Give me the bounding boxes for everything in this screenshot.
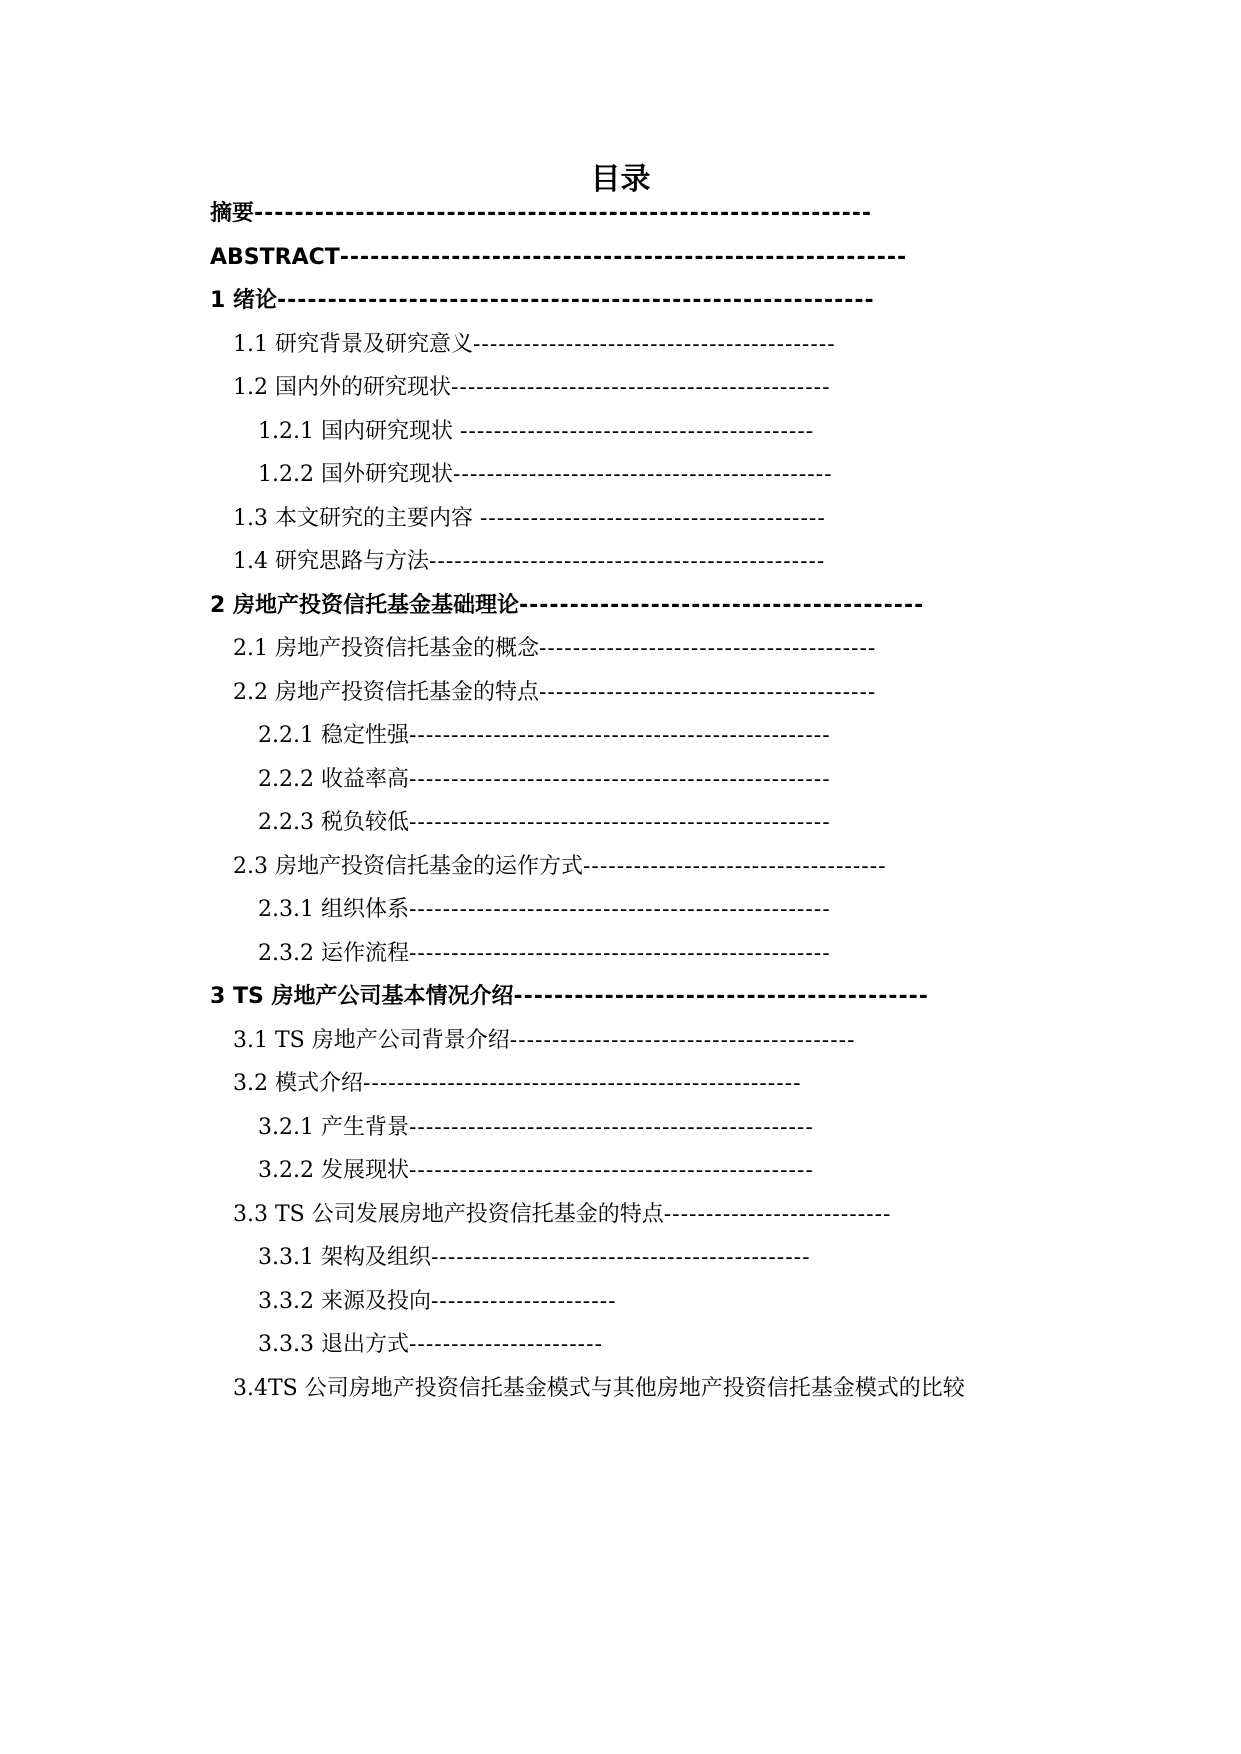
toc-entry — [210, 242, 907, 274]
toc-entry — [258, 764, 831, 796]
toc-entry — [233, 329, 836, 361]
toc-leader: -------------------------------------------------- — [408, 723, 831, 748]
toc-leader: --------------------------- — [663, 1202, 892, 1227]
toc-entry-label: 3.4TS 公司房地产投资信托基金模式与其他房地产投资信托基金模式的比较 — [233, 1376, 965, 1401]
toc-entry-label: 1.1 研究背景及研究意义 — [233, 332, 473, 357]
toc-leader: ----------------------- — [408, 1332, 603, 1357]
toc-entry — [210, 981, 929, 1013]
toc-entry-label: 2.2 房地产投资信托基金的特点 — [233, 680, 539, 705]
toc-entry — [210, 285, 875, 317]
toc-leader: ----------------------------------------- — [479, 506, 826, 531]
toc-entry-label: 1.2 国内外的研究现状 — [233, 375, 451, 400]
toc-entry — [233, 633, 876, 665]
toc-entry-label: 3.3.2 来源及投向 — [258, 1289, 431, 1314]
toc-entry — [210, 198, 872, 230]
toc-entry-label: 3.2.1 产生背景 — [258, 1115, 409, 1140]
toc-entry-label: 3.3.1 架构及组织 — [258, 1245, 431, 1270]
toc-leader: -------------------------------------------------- — [408, 767, 831, 792]
toc-entry-label: 3.2.2 发展现状 — [258, 1158, 409, 1183]
toc-entry-label: 1.2.1 国内研究现状 — [258, 419, 460, 444]
toc-entry — [258, 416, 814, 448]
toc-leader: ---------------------- — [430, 1289, 617, 1314]
toc-entry-label: 3 TS 房地产公司基本情况介绍 — [210, 984, 514, 1009]
toc-entry-label: 2.2.2 收益率高 — [258, 767, 409, 792]
toc-entry — [210, 590, 924, 622]
toc-entry-label: 2 房地产投资信托基金基础理论 — [210, 593, 519, 618]
toc-entry-label: 2.3.1 组织体系 — [258, 897, 409, 922]
toc-entry — [233, 546, 825, 578]
toc-leader: ----------------------------------------------- — [428, 549, 826, 574]
toc-leader: ----------------------------------------------------------- — [276, 288, 875, 313]
toc-entry — [233, 1068, 802, 1100]
toc-entry-label: 摘要 — [210, 201, 255, 226]
toc-entry — [233, 1025, 856, 1057]
toc-leader: ---------------------------------------- — [518, 593, 925, 618]
toc-leader: ---------------------------------------------------- — [362, 1071, 802, 1096]
toc-leader: ------------------------------------------------ — [408, 1115, 814, 1140]
toc-entry-label: 3.3.3 退出方式 — [258, 1332, 409, 1357]
toc-entry — [233, 851, 887, 883]
toc-leader: --------------------------------------------- — [450, 375, 831, 400]
toc-entry-label: ABSTRACT — [210, 245, 340, 270]
toc-leader: ----------------------------------------- — [509, 1028, 856, 1053]
toc-entry-label: 2.3 房地产投资信托基金的运作方式 — [233, 854, 583, 879]
toc-entry — [258, 938, 831, 970]
toc-entry-label: 2.3.2 运作流程 — [258, 941, 409, 966]
toc-leader: --------------------------------------------- — [452, 462, 833, 487]
toc-entry — [233, 372, 831, 404]
toc-leader: -------------------------------------------------- — [408, 810, 831, 835]
toc-leader: ---------------------------------------- — [538, 680, 877, 705]
toc-entry-label: 1.3 本文研究的主要内容 — [233, 506, 480, 531]
toc-leader: ------------------------------------ — [582, 854, 887, 879]
toc-entry-label: 1.4 研究思路与方法 — [233, 549, 429, 574]
toc-entry-label: 2.1 房地产投资信托基金的概念 — [233, 636, 539, 661]
toc-leader: ---------------------------------------- — [538, 636, 877, 661]
page-title: 目录 — [590, 162, 651, 197]
toc-leader: -------------------------------------------------- — [408, 897, 831, 922]
toc-leader: ------------------------------------------ — [459, 419, 815, 444]
toc-leader: ----------------------------------------- — [513, 984, 929, 1009]
toc-entry-label: 3.2 模式介绍 — [233, 1071, 363, 1096]
toc-entry — [233, 503, 826, 535]
toc-entry — [258, 1242, 811, 1274]
toc-entry — [258, 894, 831, 926]
toc-leader: ------------------------------------------- — [472, 332, 836, 357]
toc-entry — [258, 459, 833, 491]
toc-entry — [258, 1286, 617, 1318]
toc-leader: ------------------------------------------------------------- — [254, 201, 872, 226]
toc-entry — [233, 1199, 891, 1231]
toc-entry — [258, 1329, 603, 1361]
toc-entry-label: 3.1 TS 房地产公司背景介绍 — [233, 1028, 510, 1053]
toc-entry — [258, 807, 831, 839]
toc-leader: --------------------------------------------- — [430, 1245, 811, 1270]
toc-entry-label: 1.2.2 国外研究现状 — [258, 462, 453, 487]
toc-entry — [233, 1373, 965, 1405]
toc-entry-label: 1 绪论 — [210, 288, 277, 313]
toc-entry-label: 2.2.1 稳定性强 — [258, 723, 409, 748]
toc-entry-label: 2.2.3 税负较低 — [258, 810, 409, 835]
toc-leader: -------------------------------------------------------- — [339, 245, 908, 270]
toc-entry-label: 3.3 TS 公司发展房地产投资信托基金的特点 — [233, 1202, 664, 1227]
toc-leader: -------------------------------------------------- — [408, 941, 831, 966]
toc-entry — [258, 1112, 814, 1144]
toc-entry — [258, 720, 831, 752]
toc-leader: ------------------------------------------------ — [408, 1158, 814, 1183]
toc-entry — [233, 677, 876, 709]
toc-entry — [258, 1155, 814, 1187]
